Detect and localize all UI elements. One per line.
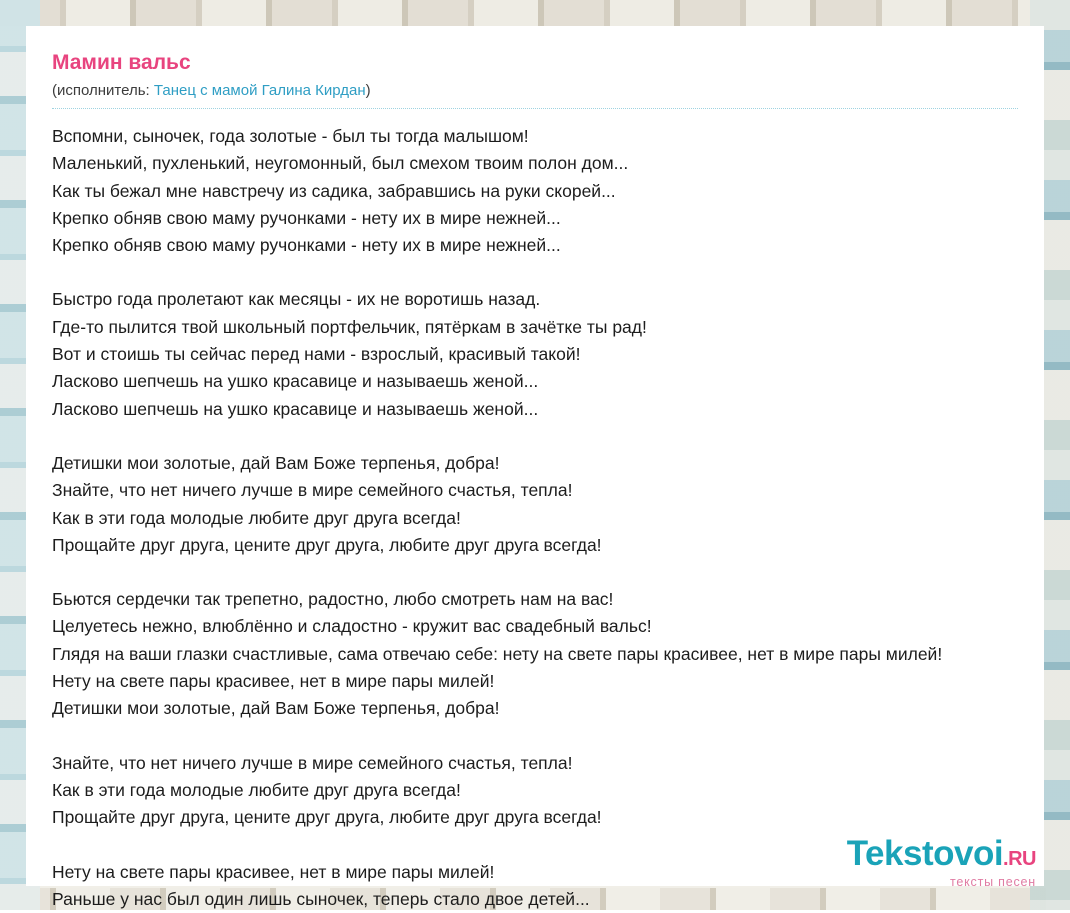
lyric-line: Вспомни, сыночек, года золотые - был ты тогда малышом! xyxy=(52,126,529,146)
performer-line xyxy=(52,82,1018,109)
lyric-line: Нету на свете пары красивее, нет в мире пары милей! xyxy=(52,671,495,692)
lyric-line: Ласково шепчешь на ушко красавице и называешь женой... xyxy=(52,398,539,419)
lyric-line: Детишки мои золотые, дай Вам Боже терпенья, добра! xyxy=(52,698,500,719)
decorative-top-stripe xyxy=(0,0,1070,26)
site-logo xyxy=(846,833,1036,873)
lyrics-stanza xyxy=(52,286,1018,422)
lyrics-stanza xyxy=(52,450,1018,559)
lyric-line: Крепко обняв свою маму ручонками - нету их в мире нежней... xyxy=(52,235,561,256)
performer-link[interactable]: Танец с мамой Галина Кирдан xyxy=(153,82,366,99)
lyric-line: Бьются сердечки так трепетно, радостно, любо смотреть нам на вас! xyxy=(52,589,614,610)
lyric-line: Прощайте друг друга, цените друг друга, любите друг друга всегда! xyxy=(52,534,602,555)
lyrics-card xyxy=(26,26,1044,909)
lyrics-stanza xyxy=(52,123,1018,259)
lyrics-body xyxy=(52,123,1018,913)
site-logo-tld: .RU xyxy=(1003,847,1036,870)
lyric-line: Как в эти года молодые любите друг друга всегда! xyxy=(52,779,461,800)
lyric-line: Прощайте друг друга, цените друг друга, любите друг друга всегда! xyxy=(52,807,602,828)
performer-close-paren: ) xyxy=(365,82,371,99)
lyric-line: Ласково шепчешь на ушко красавице и называешь женой... xyxy=(52,371,539,392)
page-title: Мамин вальс xyxy=(52,51,191,74)
lyric-line: Глядя на ваши глазки счастливые, сама отвечаю себе: нету на свете пары красивее, нет в мире пары милей! xyxy=(52,643,943,664)
lyric-line: Вот и стоишь ты сейчас перед нами - взрослый, красивый такой! xyxy=(52,344,581,365)
site-watermark xyxy=(846,833,1036,889)
lyrics-stanza xyxy=(52,586,1018,722)
lyric-line: Маленький, пухленький, неугомонный, был смехом твоим полон дом... xyxy=(52,153,629,174)
lyric-line: Быстро года пролетают как месяцы - их не воротишь назад. xyxy=(52,289,541,310)
lyric-line: Где-то пылится твой школьный портфельчик, пятёркам в зачётке ты рад! xyxy=(52,316,647,337)
site-logo-tagline: тексты песен xyxy=(949,874,1036,889)
lyric-line: Как ты бежал мне навстречу из садика, забравшись на руки скорей... xyxy=(52,180,616,201)
lyric-line: Целуетесь нежно, влюблённо и сладостно - кружит вас свадебный вальс! xyxy=(52,616,652,637)
lyric-line: Крепко обняв свою маму ручонками - нету их в мире нежней... xyxy=(52,207,561,228)
lyric-line: Нету на свете пары красивее, нет в мире пары милей! xyxy=(52,861,495,882)
lyrics-stanza xyxy=(52,750,1018,832)
lyric-line: Раньше у нас был один лишь сыночек, теперь стало двое детей... xyxy=(52,888,590,909)
lyric-line: Детишки мои золотые, дай Вам Боже терпенья, добра! xyxy=(52,452,500,473)
lyric-line: Как в эти года молодые любите друг друга всегда! xyxy=(52,507,461,528)
performer-label: (исполнитель: xyxy=(52,82,150,99)
lyric-line: Знайте, что нет ничего лучше в мире семейного счастья, тепла! xyxy=(52,480,573,501)
lyric-line: Знайте, что нет ничего лучше в мире семейного счастья, тепла! xyxy=(52,752,573,773)
site-logo-primary: Tekstovoi xyxy=(846,833,1004,873)
